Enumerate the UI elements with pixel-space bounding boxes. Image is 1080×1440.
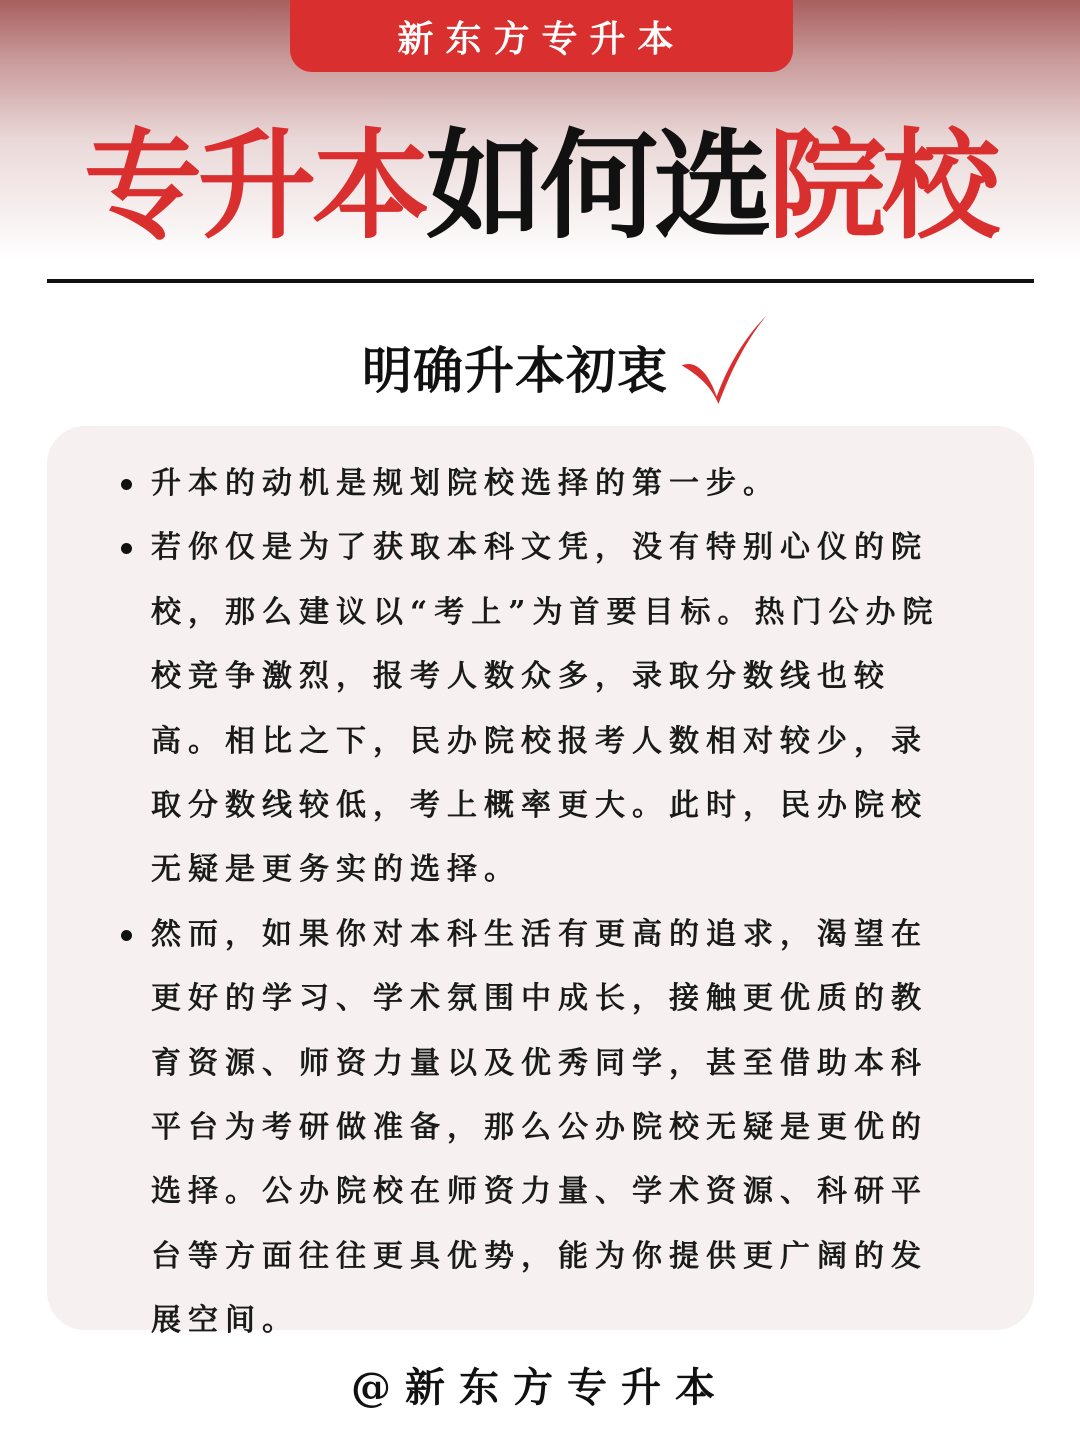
bullet-text: 升本的动机是规划院校选择的第一步。 — [151, 466, 780, 501]
list-item — [47, 516, 1034, 902]
section-heading — [362, 334, 770, 400]
list-item — [47, 452, 1034, 516]
bullet-text: 若你仅是为了获取本科文凭，没有特别心仪的院校，那么建议以“考上”为首要目标。热门公办院校竞争激烈，报考人数众多，录取分数线也较高。相比之下，民办院校报考人数相对较少，录取分数线较低，考上概率更大。此时，民办院校无疑是更务实的选择。 — [151, 530, 940, 888]
bullet-dot — [121, 543, 132, 554]
brand-label: 新东方专升本 — [397, 17, 686, 60]
check-icon — [678, 312, 770, 404]
title-part-red-end: 院校 — [768, 116, 997, 255]
section-heading-text: 明确升本初衷 — [362, 341, 668, 400]
content-card — [47, 426, 1034, 1339]
brand-tab — [290, 0, 793, 72]
bullet-text: 然而，如果你对本科生活有更高的追求，渴望在更好的学习、学术氛围中成长，接触更优质的教育资源、师资力量以及优秀同学，甚至借助本科平台为考研做准备，那么公办院校无疑是更优的选择。公办院校在师资力量、学术资源、科研平台等方面往往更具优势，能为你提供更广阔的发展空间。 — [151, 916, 928, 1339]
footer-credit: @新东方专升本 — [351, 1364, 729, 1411]
bullet-list — [47, 452, 1034, 1354]
bullet-dot — [121, 479, 132, 490]
list-item — [47, 903, 1034, 1354]
page-title — [0, 116, 1080, 256]
title-part-red: 专升本 — [83, 116, 426, 255]
bullet-dot — [121, 930, 132, 941]
title-part-black: 如何选 — [425, 116, 768, 255]
title-divider — [47, 279, 1034, 283]
